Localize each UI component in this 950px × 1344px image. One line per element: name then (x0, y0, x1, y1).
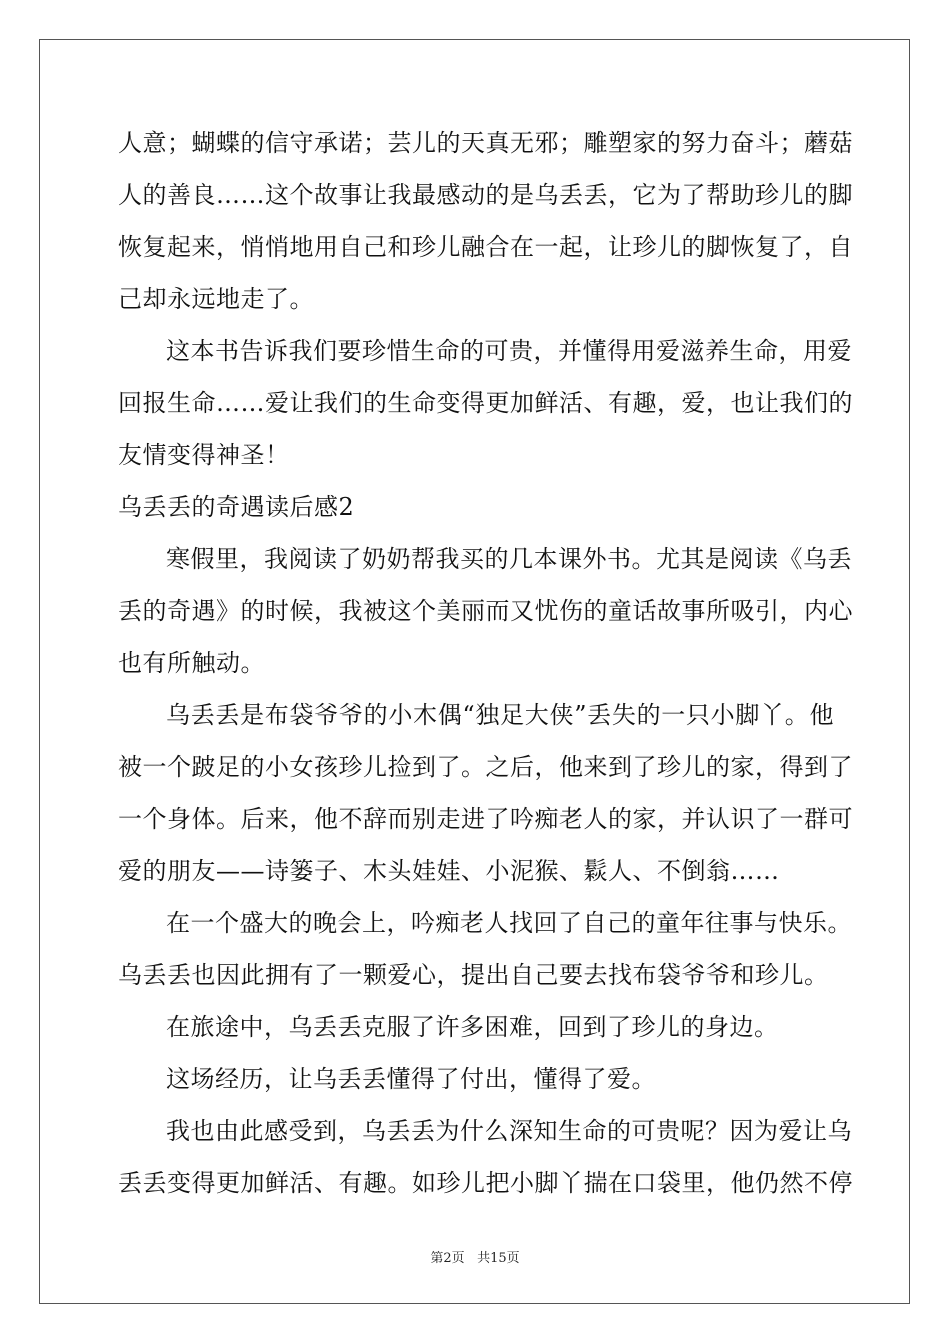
page-number: 第2页 (430, 1251, 465, 1266)
text-line: 也有所触动。 (118, 649, 265, 677)
text-line: 寒假里，我阅读了奶奶帮我买的几本课外书。尤其是阅读《乌丢 (166, 545, 852, 573)
text-line: 乌丢丢也因此拥有了一颗爱心，提出自己要去找布袋爷爷和珍儿。 (118, 961, 829, 989)
text-line: 一个身体。后来，他不辞而别走进了吟痴老人的家，并认识了一群可 (118, 805, 853, 833)
text-line: 我也由此感受到，乌丢丢为什么深知生命的可贵呢？因为爱让乌 (166, 1117, 852, 1145)
section-heading: 乌丢丢的奇遇读后感2 (118, 493, 355, 521)
text-line: 人的善良……这个故事让我最感动的是乌丢丢，它为了帮助珍儿的脚 (118, 181, 853, 209)
text-line: 这本书告诉我们要珍惜生命的可贵，并懂得用爱滋养生命，用爱 (166, 337, 852, 365)
text-line: 爱的朋友——诗篓子、木头娃娃、小泥猴、鬏人、不倒翁…… (118, 857, 780, 885)
text-line: 友情变得神圣！ (118, 441, 290, 469)
text-line: 己却永远地走了。 (118, 285, 314, 313)
text-line: 乌丢丢是布袋爷爷的小木偶“独足大侠”丢失的一只小脚丫。他 (166, 701, 834, 729)
text-line: 这场经历，让乌丢丢懂得了付出，懂得了爱。 (166, 1065, 656, 1093)
text-line: 回报生命……爱让我们的生命变得更加鲜活、有趣，爱，也让我们的 (118, 389, 853, 417)
text-line: 在旅途中，乌丢丢克服了许多困难，回到了珍儿的身边。 (166, 1013, 779, 1041)
text-line: 丢的奇遇》的时候，我被这个美丽而又忧伤的童话故事所吸引，内心 (118, 597, 853, 625)
text-line: 被一个跛足的小女孩珍儿捡到了。之后，他来到了珍儿的家，得到了 (118, 753, 853, 781)
page-footer (0, 1247, 950, 1266)
text-line: 人意；蝴蝶的信守承诺；芸儿的天真无邪；雕塑家的努力奋斗；蘑菇 (118, 129, 853, 157)
text-line: 恢复起来，悄悄地用自己和珍儿融合在一起，让珍儿的脚恢复了，自 (118, 233, 853, 261)
text-line: 在一个盛大的晚会上，吟痴老人找回了自己的童年往事与快乐。 (166, 909, 852, 937)
text-line: 丢丢变得更加鲜活、有趣。如珍儿把小脚丫揣在口袋里，他仍然不停 (118, 1169, 853, 1197)
page-total: 共15页 (477, 1251, 520, 1266)
